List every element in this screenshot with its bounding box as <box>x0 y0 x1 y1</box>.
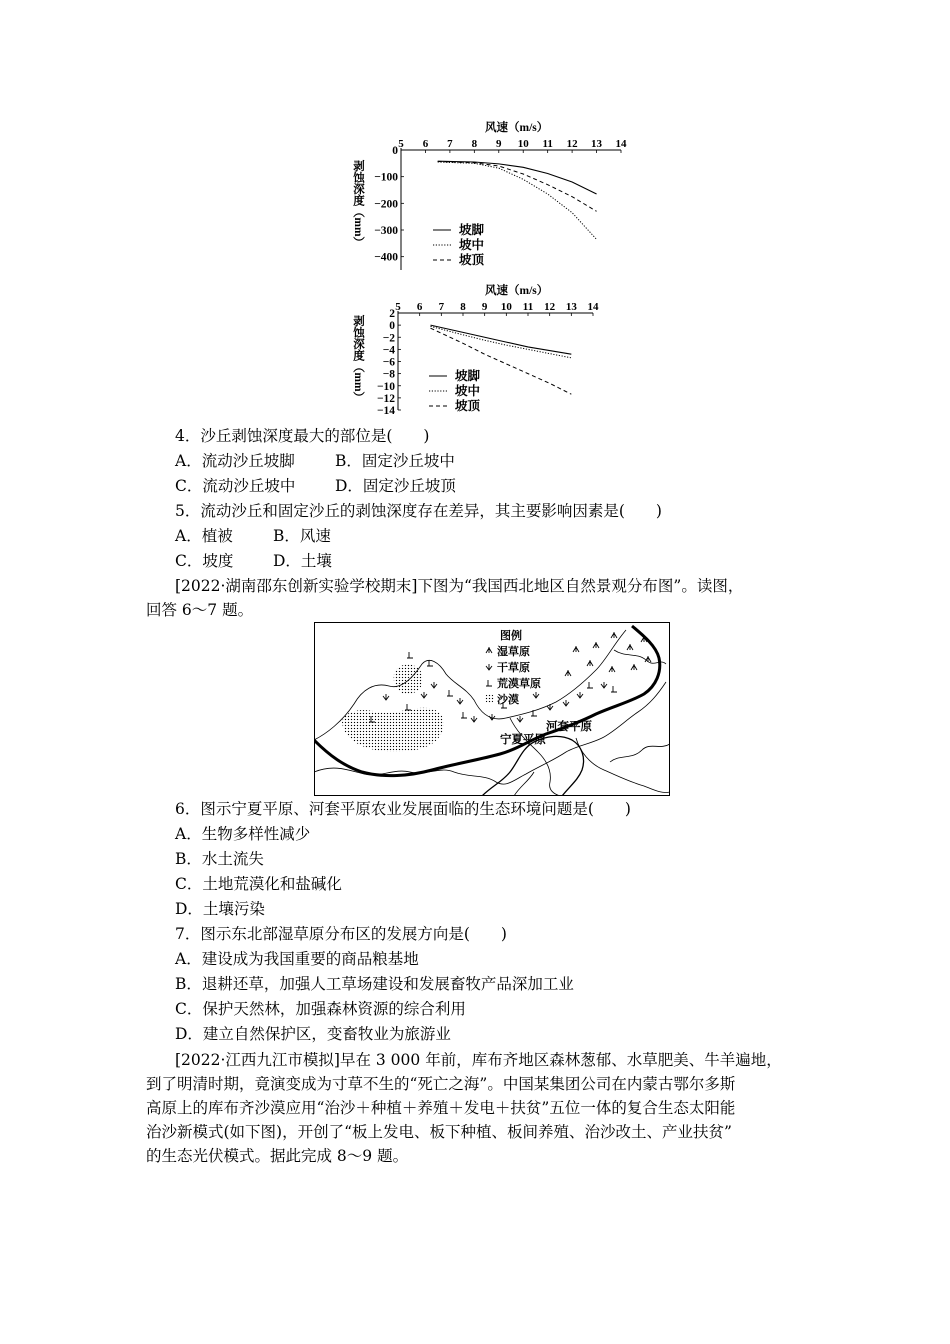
x-tick-label: 12 <box>566 138 578 150</box>
x-tick-label: 7 <box>447 138 453 150</box>
q5-option-b: B．风速 <box>273 527 331 545</box>
legend-label: 坡顶 <box>459 253 485 267</box>
x-tick-label: 6 <box>422 138 429 150</box>
legend-wet-grass-label: 湿草原 <box>497 645 530 658</box>
y-tick-label: −2 <box>382 332 395 345</box>
intro-paragraph-8-9 <box>146 1048 801 1168</box>
x-tick-label: 13 <box>591 138 603 150</box>
question-5-stem: 5．流动沙丘和固定沙丘的剥蚀深度存在差异，其主要影响因素是( ) <box>175 502 662 520</box>
intro2-line4: 治沙新模式(如下图)，开创了“板上发电、板下种植、板间养殖、治沙改土、产业扶贫” <box>146 1123 732 1141</box>
erosion-chart-fixed-dune <box>345 283 635 418</box>
x-tick-label: 8 <box>460 301 466 313</box>
q7-option-a: A．建设成为我国重要的商品粮基地 <box>175 950 419 968</box>
y-tick-label: −12 <box>376 392 395 405</box>
q6-option-b: B．水土流失 <box>175 850 264 868</box>
y-axis-label: 剥蚀深度（mm） <box>352 159 364 249</box>
legend-label: 坡中 <box>459 238 485 252</box>
label-hetao-plain: 河套平原 <box>546 719 592 733</box>
x-tick-label: 11 <box>542 138 553 150</box>
y-tick-label: −100 <box>374 171 398 184</box>
y-tick-label: 0 <box>392 145 398 157</box>
q5-option-c: C．坡度 <box>175 552 234 570</box>
legend-label: 坡脚 <box>459 223 485 237</box>
y-tick-label: −4 <box>382 344 395 357</box>
x-tick-label: 14 <box>587 301 599 313</box>
x-tick-label: 7 <box>438 301 445 313</box>
x-tick-label: 9 <box>496 138 502 150</box>
x-tick-label: 12 <box>544 301 556 313</box>
q5-option-d: D．土壤 <box>273 552 332 570</box>
question-4-options-row2 <box>175 476 456 496</box>
map-frame <box>315 623 670 796</box>
map-legend-title: 图例 <box>500 629 522 642</box>
legend-dry-grass-label: 干草原 <box>497 661 530 674</box>
x-tick-label: 10 <box>500 301 512 313</box>
intro2-line1: [2022·江西九江市模拟]早在 3 000 年前，库布齐地区森林葱郁、水草肥美、牛羊遍地， <box>175 1051 782 1069</box>
intro-paragraph-6-7 <box>146 574 801 622</box>
q5-option-a: A．植被 <box>175 527 233 545</box>
x-tick-label: 8 <box>471 138 478 150</box>
q7-option-d: D．建立自然保护区，变畜牧业为旅游业 <box>175 1025 451 1043</box>
y-tick-label: −10 <box>376 380 395 393</box>
x-tick-label: 11 <box>522 301 534 313</box>
y-tick-label: −8 <box>382 368 395 381</box>
x-tick-label: 14 <box>615 138 627 150</box>
x-axis-label: 风速（m/s） <box>485 122 549 134</box>
intro1-line2: 回答 6～7 题。 <box>146 601 254 619</box>
x-tick-label: 9 <box>481 301 488 313</box>
y-tick-label: −6 <box>382 356 395 369</box>
y-tick-label: 2 <box>389 308 395 320</box>
desert-patch-north <box>394 664 423 694</box>
y-tick-label: −300 <box>374 225 398 237</box>
q4-option-b: B．固定沙丘坡中 <box>335 452 455 470</box>
x-axis-label: 风速（m/s） <box>485 285 549 297</box>
q6-option-c: C．土地荒漠化和盐碱化 <box>175 875 342 893</box>
intro2-line5: 的生态光伏模式。据此完成 8～9 题。 <box>146 1147 409 1165</box>
y-tick-label: −400 <box>374 251 398 264</box>
x-tick-label: 6 <box>416 301 423 313</box>
legend-label: 坡顶 <box>455 399 481 413</box>
q6-option-d: D．土壤污染 <box>175 900 265 918</box>
y-axis-label: 剥蚀深度（mm） <box>352 314 364 404</box>
series-line-3 <box>438 161 597 211</box>
legend-desert-grass-label: 荒漠草原 <box>497 677 541 690</box>
question-5-options-row2 <box>175 551 332 571</box>
question-7-stem: 7．图示东北部湿草原分布区的发展方向是( ) <box>175 925 507 943</box>
legend-desert-label: 沙漠 <box>497 693 519 706</box>
q4-option-c: C．流动沙丘坡中 <box>175 477 296 495</box>
x-tick-label: 13 <box>565 301 577 313</box>
x-tick-label: 5 <box>395 301 401 313</box>
legend-label: 坡中 <box>455 384 481 398</box>
q4-option-a: A．流动沙丘坡脚 <box>175 452 295 470</box>
q4-option-d: D．固定沙丘坡顶 <box>335 477 456 495</box>
label-ningxia-plain: 宁夏平原 <box>500 732 546 746</box>
intro1-line1: [2022·湖南邵东创新实验学校期末]下图为“我国西北地区自然景观分布图”。读图， <box>175 577 744 595</box>
q7-option-b: B．退耕还草，加强人工草场建设和发展畜牧产品深加工业 <box>175 975 574 993</box>
q7-option-c: C．保护天然林，加强森林资源的综合利用 <box>175 1000 466 1018</box>
x-tick-label: 5 <box>398 138 404 150</box>
erosion-chart-mobile-dune <box>345 118 635 278</box>
series-line-2 <box>431 326 572 358</box>
northwest-landscape-map <box>314 622 670 796</box>
question-5-options-row1 <box>175 526 331 546</box>
y-tick-label: −200 <box>374 198 398 211</box>
y-tick-label: −14 <box>376 405 395 417</box>
series-line-1 <box>431 325 572 354</box>
intro2-line3: 高原上的库布齐沙漠应用“治沙＋种植＋养殖＋发电＋扶贫”五位一体的复合生态太阳能 <box>146 1099 736 1117</box>
series-line-3 <box>431 328 572 394</box>
x-tick-label: 10 <box>517 138 529 150</box>
legend-label: 坡脚 <box>455 369 481 383</box>
desert-icon <box>485 694 494 703</box>
intro2-line2: 到了明清时期，竟演变成为寸草不生的“死亡之海”。中国某集团公司在内蒙古鄂尔多斯 <box>146 1075 736 1093</box>
question-6-stem: 6．图示宁夏平原、河套平原农业发展面临的生态环境问题是( ) <box>175 800 631 818</box>
q6-option-a: A．生物多样性减少 <box>175 825 311 843</box>
question-4-stem: 4．沙丘剥蚀深度最大的部位是( ) <box>175 427 430 445</box>
question-4-options-row1 <box>175 451 455 471</box>
y-tick-label: 0 <box>389 320 395 333</box>
series-line-1 <box>438 161 597 194</box>
